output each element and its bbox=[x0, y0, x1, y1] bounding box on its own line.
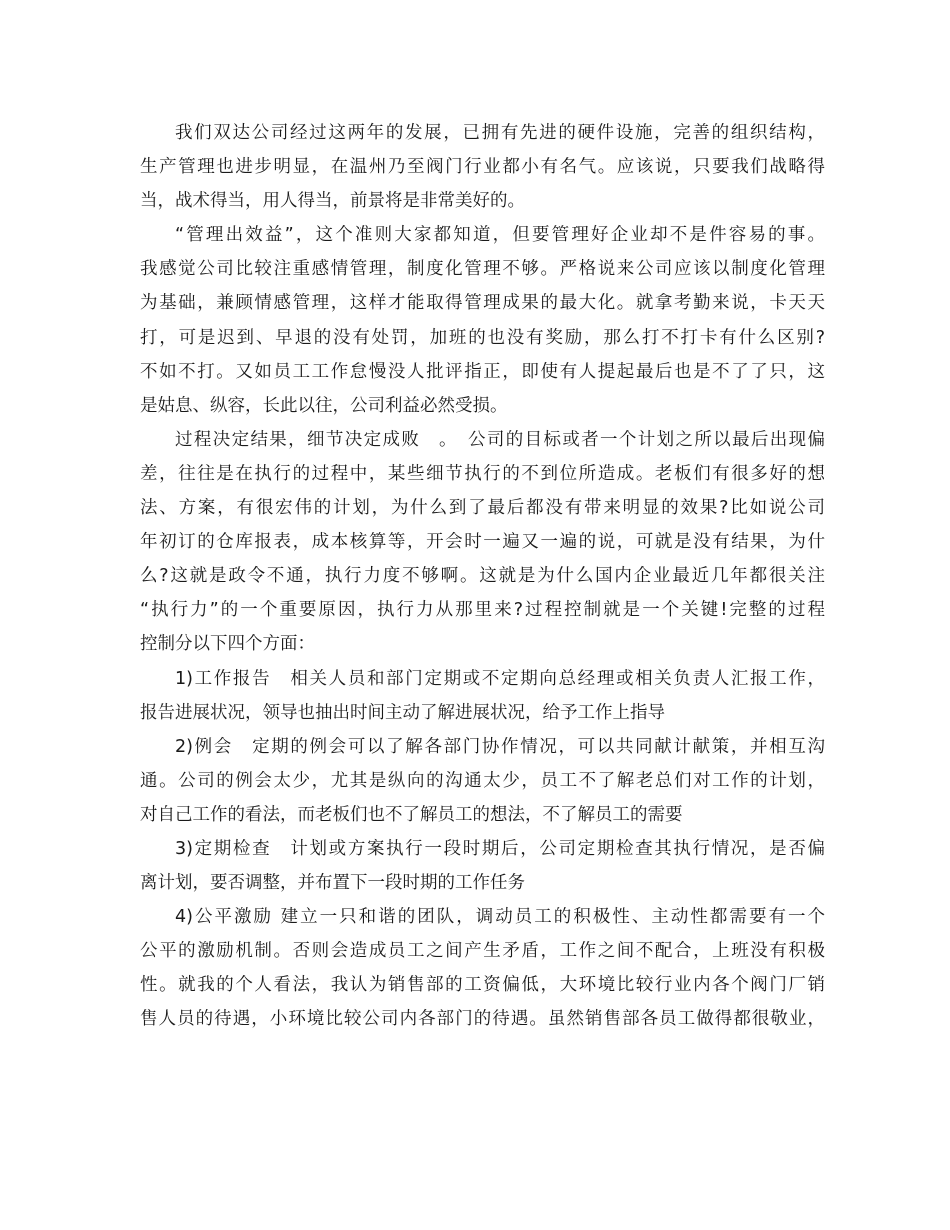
text-line: 差，往往是在执行的过程中，某些细节执行的不到位所造成。老板们有很多好的想 bbox=[140, 463, 825, 484]
text-line: 通。公司的例会太少，尤其是纵向的沟通太少，员工不了解老总们对工作的计划， bbox=[140, 770, 825, 791]
text-line: 么?这就是政令不通，执行力度不够啊。这就是为什么国内企业最近几年都很关注 bbox=[140, 566, 825, 587]
text-line: 过程决定结果，细节决定成败 。 公司的目标或者一个计划之所以最后出现偏 bbox=[175, 429, 825, 450]
text-line: 公平的激励机制。否则会造成员工之间产生矛盾，工作之间不配合，上班没有积极 bbox=[140, 941, 825, 962]
text-line: 性。就我的个人看法，我认为销售部的工资偏低，大环境比较行业内各个阀门厂销 bbox=[140, 975, 825, 996]
text-line: 离计划，要否调整，并布置下一段时期的工作任务 bbox=[140, 873, 525, 894]
text-line: 3)定期检查 计划或方案执行一段时期后，公司定期检查其执行情况，是否偏 bbox=[175, 838, 825, 859]
text-line: 对自己工作的看法，而老板们也不了解员工的想法，不了解员工的需要 bbox=[140, 804, 683, 825]
text-line: 是姑息、纵容，长此以往，公司利益必然受损。 bbox=[140, 395, 508, 416]
text-line: 不如不打。又如员工工作怠慢没人批评指正，即使有人提起最后也是不了了只，这 bbox=[140, 361, 825, 382]
text-line: 年初订的仓库报表，成本核算等，开会时一遍又一遍的说，可就是没有结果，为什 bbox=[140, 532, 825, 553]
text-line: “执行力”的一个重要原因，执行力从那里来?过程控制就是一个关键!完整的过程 bbox=[140, 600, 825, 621]
text-line: 我们双达公司经过这两年的发展，已拥有先进的硬件设施，完善的组织结构， bbox=[175, 123, 825, 143]
text-line: 售人员的待遇，小环境比较公司内各部门的待遇。虽然销售部各员工做得都很敬业， bbox=[140, 1009, 825, 1030]
document-body bbox=[140, 116, 825, 1037]
text-line: 控制分以下四个方面： bbox=[140, 634, 315, 655]
text-line: 2)例会 定期的例会可以了解各部门协作情况，可以共同献计献策，并相互沟 bbox=[175, 736, 825, 757]
text-line: 4)公平激励 建立一只和谐的团队，调动员工的积极性、主动性都需要有一个 bbox=[175, 907, 825, 928]
text-line: 报告进展状况，领导也抽出时间主动了解进展状况，给予工作上指导 bbox=[140, 702, 665, 723]
text-line: 法、方案，有很宏伟的计划，为什么到了最后都没有带来明显的效果?比如说公司 bbox=[140, 498, 825, 519]
text-line: 1)工作报告 相关人员和部门定期或不定期向总经理或相关负责人汇报工作， bbox=[175, 668, 825, 689]
text-line: 打，可是迟到、早退的没有处罚，加班的也没有奖励，那么打不打卡有什么区别? bbox=[140, 327, 825, 348]
text-line: 当，战术得当，用人得当，前景将是非常美好的。 bbox=[140, 191, 525, 212]
text-line: “管理出效益”，这个准则大家都知道，但要管理好企业却不是件容易的事。 bbox=[175, 225, 825, 246]
text-line: 为基础，兼顾情感管理，这样才能取得管理成果的最大化。就拿考勤来说，卡天天 bbox=[140, 293, 825, 314]
text-line: 我感觉公司比较注重感情管理，制度化管理不够。严格说来公司应该以制度化管理 bbox=[140, 259, 825, 280]
text-line: 生产管理也进步明显，在温州乃至阀门行业都小有名气。应该说，只要我们战略得 bbox=[140, 157, 825, 178]
